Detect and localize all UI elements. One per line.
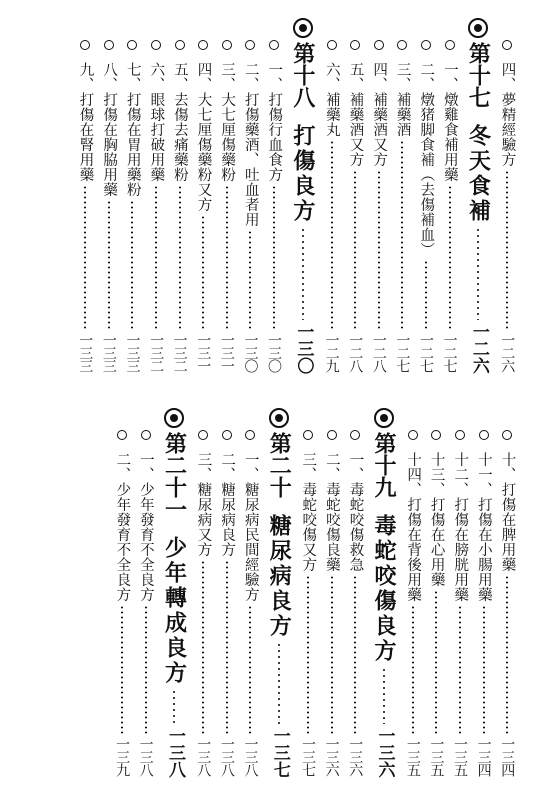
toc-entry xyxy=(391,14,415,376)
circle-bullet-icon xyxy=(151,40,161,50)
dot-leader xyxy=(506,575,508,734)
dot-leader xyxy=(202,215,204,330)
chapter-page-number: 一二六 xyxy=(468,323,489,374)
entry-title: 五、去傷去痛藥粉 xyxy=(171,62,188,182)
entry-title: 四、大七厘傷藥粉又方 xyxy=(195,62,212,212)
dot-leader xyxy=(131,200,133,330)
toc-entry xyxy=(110,404,134,780)
toc-entry xyxy=(425,404,449,780)
circle-bullet-icon xyxy=(421,40,431,50)
toc-entry xyxy=(320,404,344,780)
chapter-heading xyxy=(367,404,401,780)
toc-entry xyxy=(296,404,320,780)
entry-title: 八、打傷在胸脇用藥 xyxy=(101,62,118,197)
toc-entry xyxy=(239,404,263,780)
entry-title: 六、眼球打破用藥 xyxy=(148,62,165,182)
entry-page-number: 一三〇 xyxy=(266,333,283,372)
dot-leader xyxy=(121,605,123,734)
entry-title: 二、燉猪脚食補（去傷補血） xyxy=(418,62,435,257)
entry-page-number: 一二八 xyxy=(370,333,387,372)
entry-page-number: 一二七 xyxy=(441,333,458,372)
circle-bullet-icon xyxy=(445,40,455,50)
chapter-title: 冬天食補 xyxy=(465,124,492,224)
circle-bullet-icon xyxy=(127,40,137,50)
entry-page-number: 一三一 xyxy=(195,333,212,372)
chapter-page-number: 一三〇 xyxy=(293,323,314,374)
dot-leader xyxy=(401,140,403,330)
circle-bullet-icon xyxy=(431,430,441,440)
toc-bottom-band xyxy=(0,404,543,780)
entry-page-number: 一三二 xyxy=(171,333,188,372)
dot-leader xyxy=(108,200,110,330)
chapter-heading xyxy=(461,14,495,376)
chapter-number: 第十八 xyxy=(289,42,316,108)
entry-page-number: 一三四 xyxy=(499,737,516,776)
toc-entry xyxy=(495,14,519,376)
entry-page-number: 一二六 xyxy=(499,333,516,372)
dot-leader xyxy=(155,185,157,330)
entry-page-number: 一三一 xyxy=(218,333,235,372)
circle-bullet-icon xyxy=(374,40,384,50)
chapter-page-number: 一三六 xyxy=(374,727,395,778)
chapter-page-number: 一三八 xyxy=(164,727,185,778)
toc-entry xyxy=(414,14,438,376)
entry-title: 十三、打傷在心用藥 xyxy=(428,452,445,587)
entry-title: 六、補藥丸 xyxy=(323,62,340,137)
circle-bullet-icon xyxy=(455,430,465,440)
circle-bullet-icon xyxy=(303,430,313,440)
dot-leader xyxy=(477,227,479,320)
entry-page-number: 一三二 xyxy=(148,333,165,372)
circle-bullet-icon xyxy=(198,430,208,440)
chapter-number: 第十九 xyxy=(371,432,398,498)
toc-entry xyxy=(239,14,263,376)
entry-page-number: 一三六 xyxy=(347,737,364,776)
target-bullet-icon xyxy=(374,408,394,428)
entry-page-number: 一三八 xyxy=(137,737,154,776)
entry-title: 一、糖尿病民間經驗方 xyxy=(242,452,259,602)
dot-leader xyxy=(273,185,275,330)
circle-bullet-icon xyxy=(350,430,360,440)
circle-bullet-icon xyxy=(198,40,208,50)
circle-bullet-icon xyxy=(327,40,337,50)
circle-bullet-icon xyxy=(80,40,90,50)
chapter-title: 少年轉成良方 xyxy=(161,536,188,686)
dot-leader xyxy=(506,170,508,330)
toc-entry xyxy=(367,14,391,376)
entry-page-number: 一三三 xyxy=(124,333,141,372)
dot-leader xyxy=(412,605,414,734)
circle-bullet-icon xyxy=(117,430,127,440)
circle-bullet-icon xyxy=(327,430,337,440)
toc-entry xyxy=(215,404,239,780)
dot-leader xyxy=(179,185,181,330)
entry-title: 三、大七厘傷藥粉 xyxy=(219,62,236,182)
circle-bullet-icon xyxy=(222,430,232,440)
dot-leader xyxy=(459,605,461,734)
entry-page-number: 一三六 xyxy=(323,737,340,776)
circle-bullet-icon xyxy=(479,430,489,440)
circle-bullet-icon xyxy=(397,40,407,50)
toc-entry xyxy=(495,404,519,780)
entry-page-number: 一三八 xyxy=(218,737,235,776)
circle-bullet-icon xyxy=(269,40,279,50)
chapter-title: 糖尿病良方 xyxy=(266,514,293,639)
circle-bullet-icon xyxy=(222,40,232,50)
dot-leader xyxy=(249,230,251,330)
entry-page-number: 一三八 xyxy=(195,737,212,776)
target-bullet-icon xyxy=(468,18,488,38)
entry-title: 十一、打傷在小腸用藥 xyxy=(475,452,492,602)
entry-title: 十、打傷在脾用藥 xyxy=(499,452,516,572)
dot-leader xyxy=(378,170,380,330)
chapter-number: 第二十 xyxy=(266,432,293,498)
entry-title: 二、糖尿病良方 xyxy=(219,452,236,557)
circle-bullet-icon xyxy=(141,430,151,440)
entry-title: 九、打傷在腎用藥 xyxy=(77,62,94,182)
entry-page-number: 一三四 xyxy=(475,737,492,776)
toc-entry xyxy=(472,404,496,780)
chapter-heading xyxy=(157,404,191,780)
chapter-page-number: 一三七 xyxy=(269,727,290,778)
dot-leader xyxy=(307,575,309,734)
chapter-title: 毒蛇咬傷良方 xyxy=(371,514,398,664)
circle-bullet-icon xyxy=(104,40,114,50)
circle-bullet-icon xyxy=(502,430,512,440)
chapter-number: 第二十一 xyxy=(161,432,188,520)
dot-leader xyxy=(331,575,333,734)
dot-leader xyxy=(278,642,280,724)
toc-entry xyxy=(401,404,425,780)
dot-leader xyxy=(202,560,204,734)
entry-page-number: 一三五 xyxy=(428,737,445,776)
entry-title: 四、夢精經驗方 xyxy=(499,62,516,167)
toc-entry xyxy=(191,404,215,780)
target-bullet-icon xyxy=(293,18,313,38)
entry-page-number: 一二七 xyxy=(394,333,411,372)
chapter-number: 第十七 xyxy=(465,42,492,108)
entry-title: 一、毒蛇咬傷救急 xyxy=(347,452,364,572)
dot-leader xyxy=(425,260,427,330)
entry-page-number: 一三八 xyxy=(242,737,259,776)
dot-leader xyxy=(249,605,251,734)
entry-title: 三、補藥酒 xyxy=(394,62,411,137)
chapter-heading xyxy=(286,14,320,376)
toc-entry xyxy=(343,404,367,780)
entry-title: 二、少年發育不全良方 xyxy=(114,452,131,602)
toc-entry xyxy=(343,14,367,376)
dot-leader xyxy=(483,605,485,734)
toc-top-band xyxy=(0,14,543,376)
dot-leader xyxy=(435,590,437,734)
target-bullet-icon xyxy=(269,408,289,428)
entry-title: 三、糖尿病又方 xyxy=(195,452,212,557)
dot-leader xyxy=(354,575,356,734)
dot-leader xyxy=(84,185,86,330)
entry-title: 一、少年發育不全良方 xyxy=(137,452,154,602)
toc-entry xyxy=(168,14,192,376)
toc-entry xyxy=(74,14,98,376)
entry-page-number: 一三〇 xyxy=(242,333,259,372)
circle-bullet-icon xyxy=(245,430,255,440)
toc-entry xyxy=(97,14,121,376)
dot-leader xyxy=(145,605,147,734)
entry-page-number: 一三三 xyxy=(100,333,117,372)
dot-leader xyxy=(226,560,228,734)
entry-page-number: 一二七 xyxy=(418,333,435,372)
toc-entry xyxy=(262,14,286,376)
entry-page-number: 一三七 xyxy=(300,737,317,776)
entry-title: 二、毒蛇咬傷良藥 xyxy=(323,452,340,572)
entry-title: 四、補藥酒又方 xyxy=(371,62,388,167)
entry-title: 五、補藥酒又方 xyxy=(347,62,364,167)
dot-leader xyxy=(449,185,451,330)
entry-title: 一、打傷行血食方 xyxy=(266,62,283,182)
chapter-heading xyxy=(262,404,296,780)
toc-entry xyxy=(144,14,168,376)
toc-entry xyxy=(438,14,462,376)
circle-bullet-icon xyxy=(245,40,255,50)
entry-title: 十四、打傷在背後用藥 xyxy=(405,452,422,602)
entry-page-number: 一三九 xyxy=(114,737,131,776)
toc-entry xyxy=(191,14,215,376)
entry-title: 三、毒蛇咬傷又方 xyxy=(300,452,317,572)
dot-leader xyxy=(331,140,333,330)
circle-bullet-icon xyxy=(175,40,185,50)
circle-bullet-icon xyxy=(502,40,512,50)
entry-page-number: 一二九 xyxy=(323,333,340,372)
dot-leader xyxy=(226,185,228,330)
toc-entry xyxy=(215,14,239,376)
entry-title: 十二、打傷在膀胱用藥 xyxy=(452,452,469,602)
toc-entry xyxy=(448,404,472,780)
entry-title: 七、打傷在胃用藥粉 xyxy=(124,62,141,197)
toc-entry xyxy=(134,404,158,780)
entry-title: 二、打傷藥酒、吐血者用 xyxy=(242,62,259,227)
entry-page-number: 一三五 xyxy=(404,737,421,776)
circle-bullet-icon xyxy=(350,40,360,50)
entry-page-number: 一三三 xyxy=(77,333,94,372)
entry-title: 一、燉雞食補用藥 xyxy=(441,62,458,182)
toc-entry xyxy=(121,14,145,376)
entry-page-number: 一二八 xyxy=(347,333,364,372)
dot-leader xyxy=(383,667,385,724)
toc-entry xyxy=(320,14,344,376)
dot-leader xyxy=(354,170,356,330)
circle-bullet-icon xyxy=(408,430,418,440)
dot-leader xyxy=(302,227,304,320)
entry-page-number: 一三五 xyxy=(452,737,469,776)
dot-leader xyxy=(173,689,175,724)
chapter-title: 打傷良方 xyxy=(289,124,316,224)
target-bullet-icon xyxy=(164,408,184,428)
